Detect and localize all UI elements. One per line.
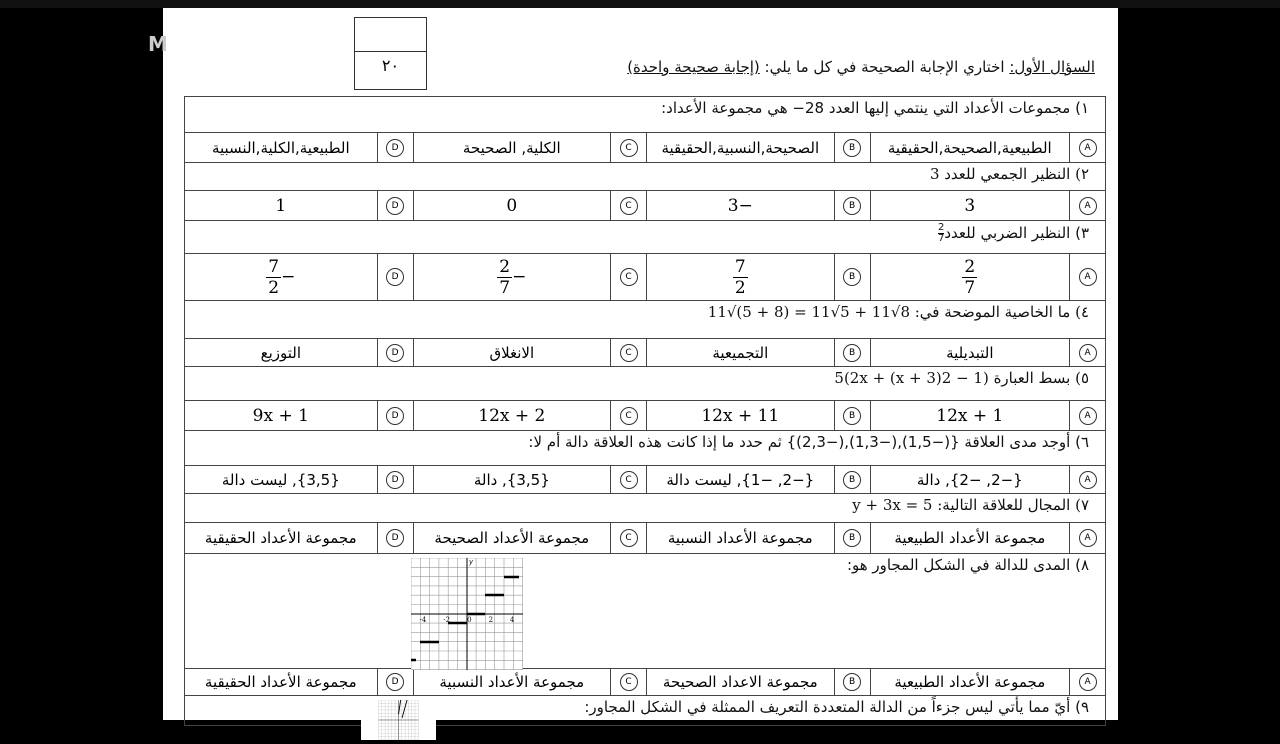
option-text: {3,5}, ليست دالة bbox=[221, 470, 340, 489]
option-b-radio[interactable] bbox=[834, 669, 870, 695]
option-c-radio[interactable] bbox=[610, 254, 646, 300]
option-letter-icon: C bbox=[620, 407, 638, 425]
title-note: (إجابة صحيحة واحدة) bbox=[627, 58, 760, 76]
option-a[interactable] bbox=[870, 133, 1070, 162]
option-a-radio[interactable] bbox=[1069, 669, 1105, 695]
option-a-radio[interactable] bbox=[1069, 339, 1105, 366]
option-letter-icon: C bbox=[620, 268, 638, 286]
numerator: 2 bbox=[938, 222, 945, 233]
option-c[interactable] bbox=[413, 669, 611, 695]
option-letter-icon: C bbox=[620, 344, 638, 362]
function-graph bbox=[411, 558, 523, 670]
question-text: ٢) النظير الجمعي للعدد 3 bbox=[929, 165, 1089, 183]
option-letter-icon: D bbox=[386, 471, 404, 489]
options-row bbox=[185, 401, 1105, 431]
option-a[interactable] bbox=[870, 401, 1070, 430]
question-6 bbox=[185, 431, 1105, 466]
option-letter-icon: A bbox=[1079, 471, 1097, 489]
option-a-radio[interactable] bbox=[1069, 191, 1105, 220]
option-b[interactable] bbox=[646, 401, 834, 430]
option-b-radio[interactable] bbox=[834, 133, 870, 162]
question-4 bbox=[185, 301, 1105, 339]
option-c-radio[interactable] bbox=[610, 669, 646, 695]
option-c[interactable] bbox=[413, 339, 611, 366]
x-tick: 0 bbox=[467, 616, 472, 624]
question-text: ٣) النظير الضربي للعدد bbox=[944, 224, 1089, 242]
option-text: الكلية, الصحيحة bbox=[462, 138, 561, 157]
option-b[interactable] bbox=[646, 254, 834, 300]
numerator: 7 bbox=[268, 256, 280, 277]
option-text: مجموعة الأعداد النسبية bbox=[667, 529, 813, 547]
title-text: اختاري الإجابة الصحيحة في كل ما يلي: bbox=[759, 58, 1010, 76]
option-d-radio[interactable] bbox=[377, 339, 413, 366]
numerator: 2 bbox=[499, 256, 511, 277]
option-c-radio[interactable] bbox=[610, 523, 646, 553]
option-d-radio[interactable] bbox=[377, 523, 413, 553]
option-b[interactable] bbox=[646, 466, 834, 493]
numerator: 7 bbox=[734, 256, 746, 277]
option-text: مجموعة الأعداد الطبيعية bbox=[894, 529, 1046, 547]
option-a-radio[interactable] bbox=[1069, 254, 1105, 300]
option-a-radio[interactable] bbox=[1069, 401, 1105, 430]
option-text: 9x + 1 bbox=[252, 405, 309, 426]
denominator: 7 bbox=[938, 233, 945, 244]
option-letter-icon: C bbox=[620, 139, 638, 157]
question-text: ٥) بسط العبارة (1 − 2(x + 3) + 5(2x bbox=[834, 369, 1089, 387]
option-letter-icon: D bbox=[386, 529, 404, 547]
option-letter-icon: D bbox=[386, 197, 404, 215]
option-d-radio[interactable] bbox=[377, 133, 413, 162]
option-letter-icon: B bbox=[843, 268, 861, 286]
question-7 bbox=[185, 494, 1105, 523]
score-value: ٢٠ bbox=[381, 56, 400, 75]
option-letter-icon: A bbox=[1079, 344, 1097, 362]
option-letter-icon: C bbox=[620, 529, 638, 547]
denominator: 2 bbox=[268, 277, 280, 298]
option-letter-icon: B bbox=[843, 344, 861, 362]
option-letter-icon: D bbox=[386, 268, 404, 286]
option-letter-icon: A bbox=[1079, 197, 1097, 215]
x-tick: -2 bbox=[443, 616, 451, 624]
question-text: ٦) أوجد مدى العلاقة {(−1,5),(−1,3),(−2,3)} ثم حدد ما إذا كانت هذه العلاقة دالة أم لا: bbox=[528, 433, 1089, 451]
option-d[interactable] bbox=[185, 133, 377, 162]
option-a-radio[interactable] bbox=[1069, 466, 1105, 493]
option-letter-icon: A bbox=[1079, 268, 1097, 286]
option-text: {3,5}, دالة bbox=[473, 470, 550, 489]
option-d[interactable] bbox=[185, 339, 377, 366]
option-letter-icon: A bbox=[1079, 673, 1097, 691]
option-text: {−2, −1}, ليست دالة bbox=[666, 470, 815, 489]
option-text: 1 bbox=[275, 195, 287, 216]
option-d[interactable] bbox=[185, 191, 377, 220]
option-text: الطبيعية,الصحيحة,الحقيقية bbox=[887, 138, 1052, 157]
option-text: التوزيع bbox=[260, 343, 302, 362]
option-text: −3 bbox=[727, 195, 753, 216]
x-tick: 2 bbox=[488, 616, 494, 624]
question-2 bbox=[185, 163, 1105, 191]
option-b[interactable] bbox=[646, 339, 834, 366]
option-letter-icon: B bbox=[843, 139, 861, 157]
fraction bbox=[266, 257, 281, 298]
option-text: الصحيحة,النسبية,الحقيقية bbox=[661, 138, 820, 157]
option-letter-icon: C bbox=[620, 197, 638, 215]
watermark-logo: M bbox=[148, 32, 168, 56]
option-b[interactable] bbox=[646, 523, 834, 553]
y-axis-label: y bbox=[469, 558, 474, 566]
option-c[interactable] bbox=[413, 254, 611, 300]
option-text: 0 bbox=[506, 195, 518, 216]
option-letter-icon: B bbox=[843, 197, 861, 215]
denominator: 2 bbox=[734, 277, 746, 298]
option-text: {−2, −2}, دالة bbox=[916, 470, 1023, 489]
option-d[interactable] bbox=[185, 401, 377, 430]
fraction bbox=[733, 257, 748, 298]
option-text: مجموعة الأعداد الحقيقية bbox=[204, 673, 357, 691]
options-row bbox=[185, 339, 1105, 367]
options-row bbox=[185, 191, 1105, 221]
questions-table bbox=[184, 96, 1106, 726]
question-text: ٨) المدى للدالة في الشكل المجاور هو: bbox=[846, 556, 1089, 574]
option-b-radio[interactable] bbox=[834, 523, 870, 553]
option-text: مجموعة الأعداد الصحيحة bbox=[434, 529, 590, 547]
option-c-radio[interactable] bbox=[610, 401, 646, 430]
option-c[interactable] bbox=[413, 133, 611, 162]
option-letter-icon: B bbox=[843, 471, 861, 489]
option-letter-icon: C bbox=[620, 471, 638, 489]
score-box bbox=[354, 17, 427, 90]
option-c-radio[interactable] bbox=[610, 191, 646, 220]
function-graph bbox=[361, 700, 436, 740]
option-letter-icon: D bbox=[386, 139, 404, 157]
option-text: مجموعة الأعداد النسبية bbox=[439, 673, 585, 691]
options-row bbox=[185, 523, 1105, 554]
options-row bbox=[185, 254, 1105, 301]
option-text: 12x + 1 bbox=[936, 405, 1004, 426]
option-c[interactable] bbox=[413, 466, 611, 493]
option-a-radio[interactable] bbox=[1069, 523, 1105, 553]
question-text: ٧) المجال للعلاقة التالية: y + 3x = 5 bbox=[852, 496, 1089, 514]
option-letter-icon: B bbox=[843, 529, 861, 547]
option-a[interactable] bbox=[870, 466, 1070, 493]
option-letter-icon: D bbox=[386, 407, 404, 425]
denominator: 7 bbox=[499, 277, 511, 298]
option-letter-icon: A bbox=[1079, 139, 1097, 157]
x-tick: -4 bbox=[419, 616, 427, 624]
option-d-radio[interactable] bbox=[377, 669, 413, 695]
options-row bbox=[185, 133, 1105, 163]
option-letter-icon: A bbox=[1079, 529, 1097, 547]
question-5 bbox=[185, 367, 1105, 401]
option-a-radio[interactable] bbox=[1069, 133, 1105, 162]
title-label: السؤال الأول: bbox=[1009, 58, 1095, 76]
question-1 bbox=[185, 97, 1105, 133]
option-letter-icon: A bbox=[1079, 407, 1097, 425]
option-text: مجموعة الأعداد الحقيقية bbox=[204, 529, 357, 547]
option-c[interactable] bbox=[413, 523, 611, 553]
option-d-radio[interactable] bbox=[377, 401, 413, 430]
question-text: ١) مجموعات الأعداد التي ينتمي إليها العدد 28− هي مجموعة الأعداد: bbox=[661, 99, 1089, 117]
option-b-radio[interactable] bbox=[834, 339, 870, 366]
top-bar bbox=[0, 0, 1280, 8]
option-letter-icon: B bbox=[843, 407, 861, 425]
options-row bbox=[185, 466, 1105, 494]
option-d[interactable] bbox=[185, 669, 377, 695]
option-a[interactable] bbox=[870, 254, 1070, 300]
option-text: الطبيعية,الكلية,النسبية bbox=[211, 138, 350, 157]
option-letter-icon: B bbox=[843, 673, 861, 691]
question-text: ٤) ما الخاصية الموضحة في: 8√11 + 5√11 = (8 + 5)√11 bbox=[707, 303, 1089, 321]
option-d-radio[interactable] bbox=[377, 254, 413, 300]
section-title bbox=[627, 58, 1095, 76]
option-b-radio[interactable] bbox=[834, 191, 870, 220]
option-text: التبديلية bbox=[946, 343, 994, 362]
question-text: ٩) أيّ مما يأتي ليس جزءاً من الدالة المتعددة التعريف الممثلة في الشكل المجاور: bbox=[584, 698, 1089, 716]
option-text: 12x + 11 bbox=[701, 405, 780, 426]
exam-page bbox=[163, 8, 1118, 720]
fraction bbox=[497, 257, 512, 298]
sign: − bbox=[281, 267, 296, 287]
option-a[interactable] bbox=[870, 191, 1070, 220]
option-d[interactable] bbox=[185, 254, 377, 300]
option-d[interactable] bbox=[185, 523, 377, 553]
option-text: 3 bbox=[964, 195, 976, 216]
option-text: مجموعة الاعداد الصحيحة bbox=[662, 673, 818, 691]
option-c[interactable] bbox=[413, 191, 611, 220]
option-a[interactable] bbox=[870, 523, 1070, 553]
options-row bbox=[185, 669, 1105, 696]
option-c-radio[interactable] bbox=[610, 466, 646, 493]
option-d-radio[interactable] bbox=[377, 466, 413, 493]
denominator: 7 bbox=[964, 277, 976, 298]
option-letter-icon: D bbox=[386, 344, 404, 362]
option-b-radio[interactable] bbox=[834, 401, 870, 430]
option-b-radio[interactable] bbox=[834, 466, 870, 493]
question-3 bbox=[185, 221, 1105, 254]
option-text: 12x + 2 bbox=[478, 405, 546, 426]
option-letter-icon: C bbox=[620, 673, 638, 691]
option-c-radio[interactable] bbox=[610, 339, 646, 366]
sign: − bbox=[512, 267, 527, 287]
question-8 bbox=[185, 554, 1105, 669]
option-a[interactable] bbox=[870, 339, 1070, 366]
option-c-radio[interactable] bbox=[610, 133, 646, 162]
option-text: مجموعة الأعداد الطبيعية bbox=[894, 673, 1046, 691]
numerator: 2 bbox=[964, 256, 976, 277]
option-d-radio[interactable] bbox=[377, 191, 413, 220]
fraction bbox=[962, 257, 977, 298]
option-letter-icon: D bbox=[386, 673, 404, 691]
option-text: الانغلاق bbox=[489, 343, 535, 362]
option-b[interactable] bbox=[646, 669, 834, 695]
question-9 bbox=[185, 696, 1105, 726]
option-d[interactable] bbox=[185, 466, 377, 493]
option-b[interactable] bbox=[646, 133, 834, 162]
option-text: التجميعية bbox=[712, 343, 769, 362]
option-b-radio[interactable] bbox=[834, 254, 870, 300]
option-a[interactable] bbox=[870, 669, 1070, 695]
x-tick: 4 bbox=[510, 616, 515, 624]
option-b[interactable] bbox=[646, 191, 834, 220]
option-c[interactable] bbox=[413, 401, 611, 430]
